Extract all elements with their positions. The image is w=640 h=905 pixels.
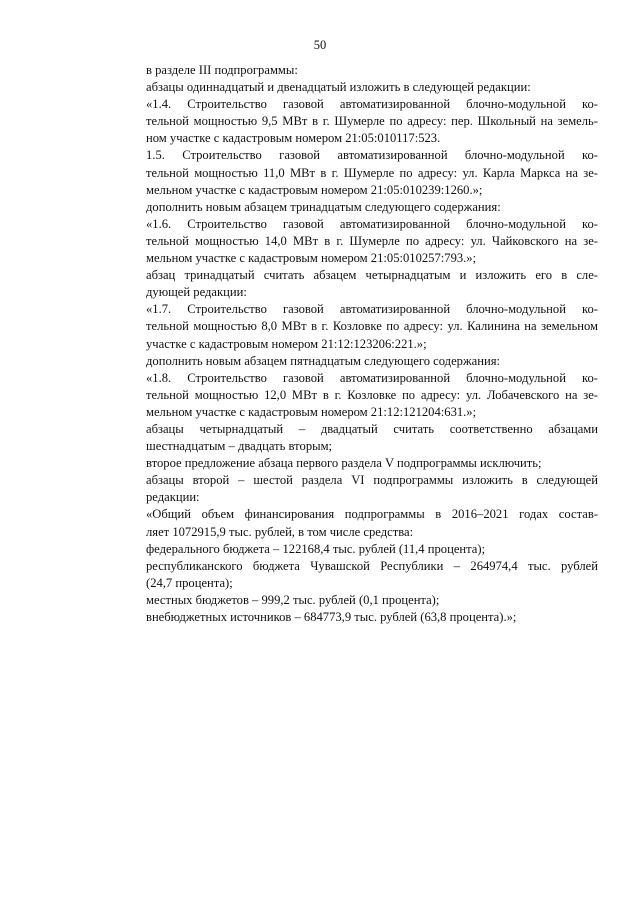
paragraph	[108, 558, 598, 592]
text-line: участке с кадастровым номером 21:12:123206:221.»;	[146, 336, 427, 351]
paragraph	[108, 370, 598, 421]
text-line: федерального бюджета – 122168,4 тыс. рублей (11,4 процента);	[146, 541, 486, 556]
paragraph	[108, 455, 598, 472]
text-line: (24,7 процента);	[146, 575, 233, 590]
paragraph	[108, 96, 598, 147]
text-line: местных бюджетов – 999,2 тыс. рублей (0,1 процента);	[146, 592, 440, 607]
text-line: ляет 1072915,9 тыс. рублей, в том числе средства:	[146, 524, 414, 539]
paragraph	[108, 353, 598, 370]
text-line: ном участке с кадастровым номером 21:05:010117:523.	[146, 131, 441, 146]
text-line: «1.4. Строительство газовой автоматизированной блочно-модульной ко-	[146, 97, 598, 112]
text-line: внебюджетных источников – 684773,9 тыс. рублей (63,8 процента).»;	[146, 610, 517, 624]
text-line: второе предложение абзаца первого раздела V подпрограммы исключить;	[146, 456, 542, 471]
text-line: абзац тринадцатый считать абзацем четырнадцатым и изложить его в сле-	[146, 268, 598, 283]
paragraph	[108, 609, 598, 626]
text-line: абзацы одиннадцатый и двенадцатый изложить в следующей редакции:	[146, 80, 531, 95]
text-line: дополнить новым абзацем пятнадцатым следующего содержания:	[146, 353, 501, 368]
text-line: тельной мощностью 12,0 МВт в г. Козловке по адресу: ул. Лобачевского на зе-	[146, 387, 598, 402]
text-line: «1.6. Строительство газовой автоматизированной блочно-модульной ко-	[146, 216, 598, 231]
text-line: дополнить новым абзацем тринадцатым следующего содержания:	[146, 199, 501, 214]
paragraph	[108, 147, 598, 198]
text-line: «1.8. Строительство газовой автоматизированной блочно-модульной ко-	[146, 370, 598, 385]
page-number: 50	[313, 38, 327, 52]
text-line: редакции:	[146, 490, 200, 505]
paragraph	[108, 62, 598, 79]
text-line: 1.5. Строительство газовой автоматизированной блочно-модульной ко-	[146, 148, 598, 163]
paragraph	[108, 592, 598, 609]
text-line: мельном участке с кадастровым номером 21:05:010239:1260.»;	[146, 182, 483, 197]
paragraph	[108, 216, 598, 267]
text-line: мельном участке с кадастровым номером 21:05:010257:793.»;	[146, 251, 477, 266]
paragraph	[108, 506, 598, 540]
text-line: абзацы четырнадцатый – двадцатый считать соответственно абзацами	[146, 421, 598, 436]
text-line: мельном участке с кадастровым номером 21:12:121204:631.»;	[146, 404, 477, 419]
text-line: дующей редакции:	[146, 285, 247, 300]
text-line: в разделе III подпрограммы:	[146, 63, 298, 77]
text-line: тельной мощностью 14,0 МВт в г. Шумерле по адресу: ул. Чайковского на зе-	[146, 233, 598, 248]
paragraph	[108, 267, 598, 301]
paragraph	[108, 199, 598, 216]
paragraph	[108, 421, 598, 455]
paragraph	[108, 79, 598, 96]
text-line: тельной мощностью 9,5 МВт в г. Шумерле по адресу: пер. Школьный на земель-	[146, 114, 598, 129]
text-line: республиканского бюджета Чувашской Республики – 264974,4 тыс. рублей	[146, 558, 598, 573]
paragraph	[108, 301, 598, 352]
paragraph	[108, 472, 598, 506]
text-line: абзацы второй – шестой раздела VI подпрограммы изложить в следующей	[146, 473, 598, 488]
text-line: «Общий объем финансирования подпрограммы в 2016–2021 годах состав-	[146, 507, 598, 522]
document-body	[108, 62, 598, 626]
paragraph	[108, 541, 598, 558]
text-line: «1.7. Строительство газовой автоматизированной блочно-модульной ко-	[146, 302, 598, 317]
text-line: тельной мощностью 11,0 МВт в г. Шумерле по адресу: ул. Карла Маркса на зе-	[146, 165, 598, 180]
text-line: шестнадцатым – двадцать вторым;	[146, 439, 333, 454]
text-line: тельной мощностью 8,0 МВт в г. Козловке по адресу: ул. Калинина на земельном	[146, 319, 598, 334]
